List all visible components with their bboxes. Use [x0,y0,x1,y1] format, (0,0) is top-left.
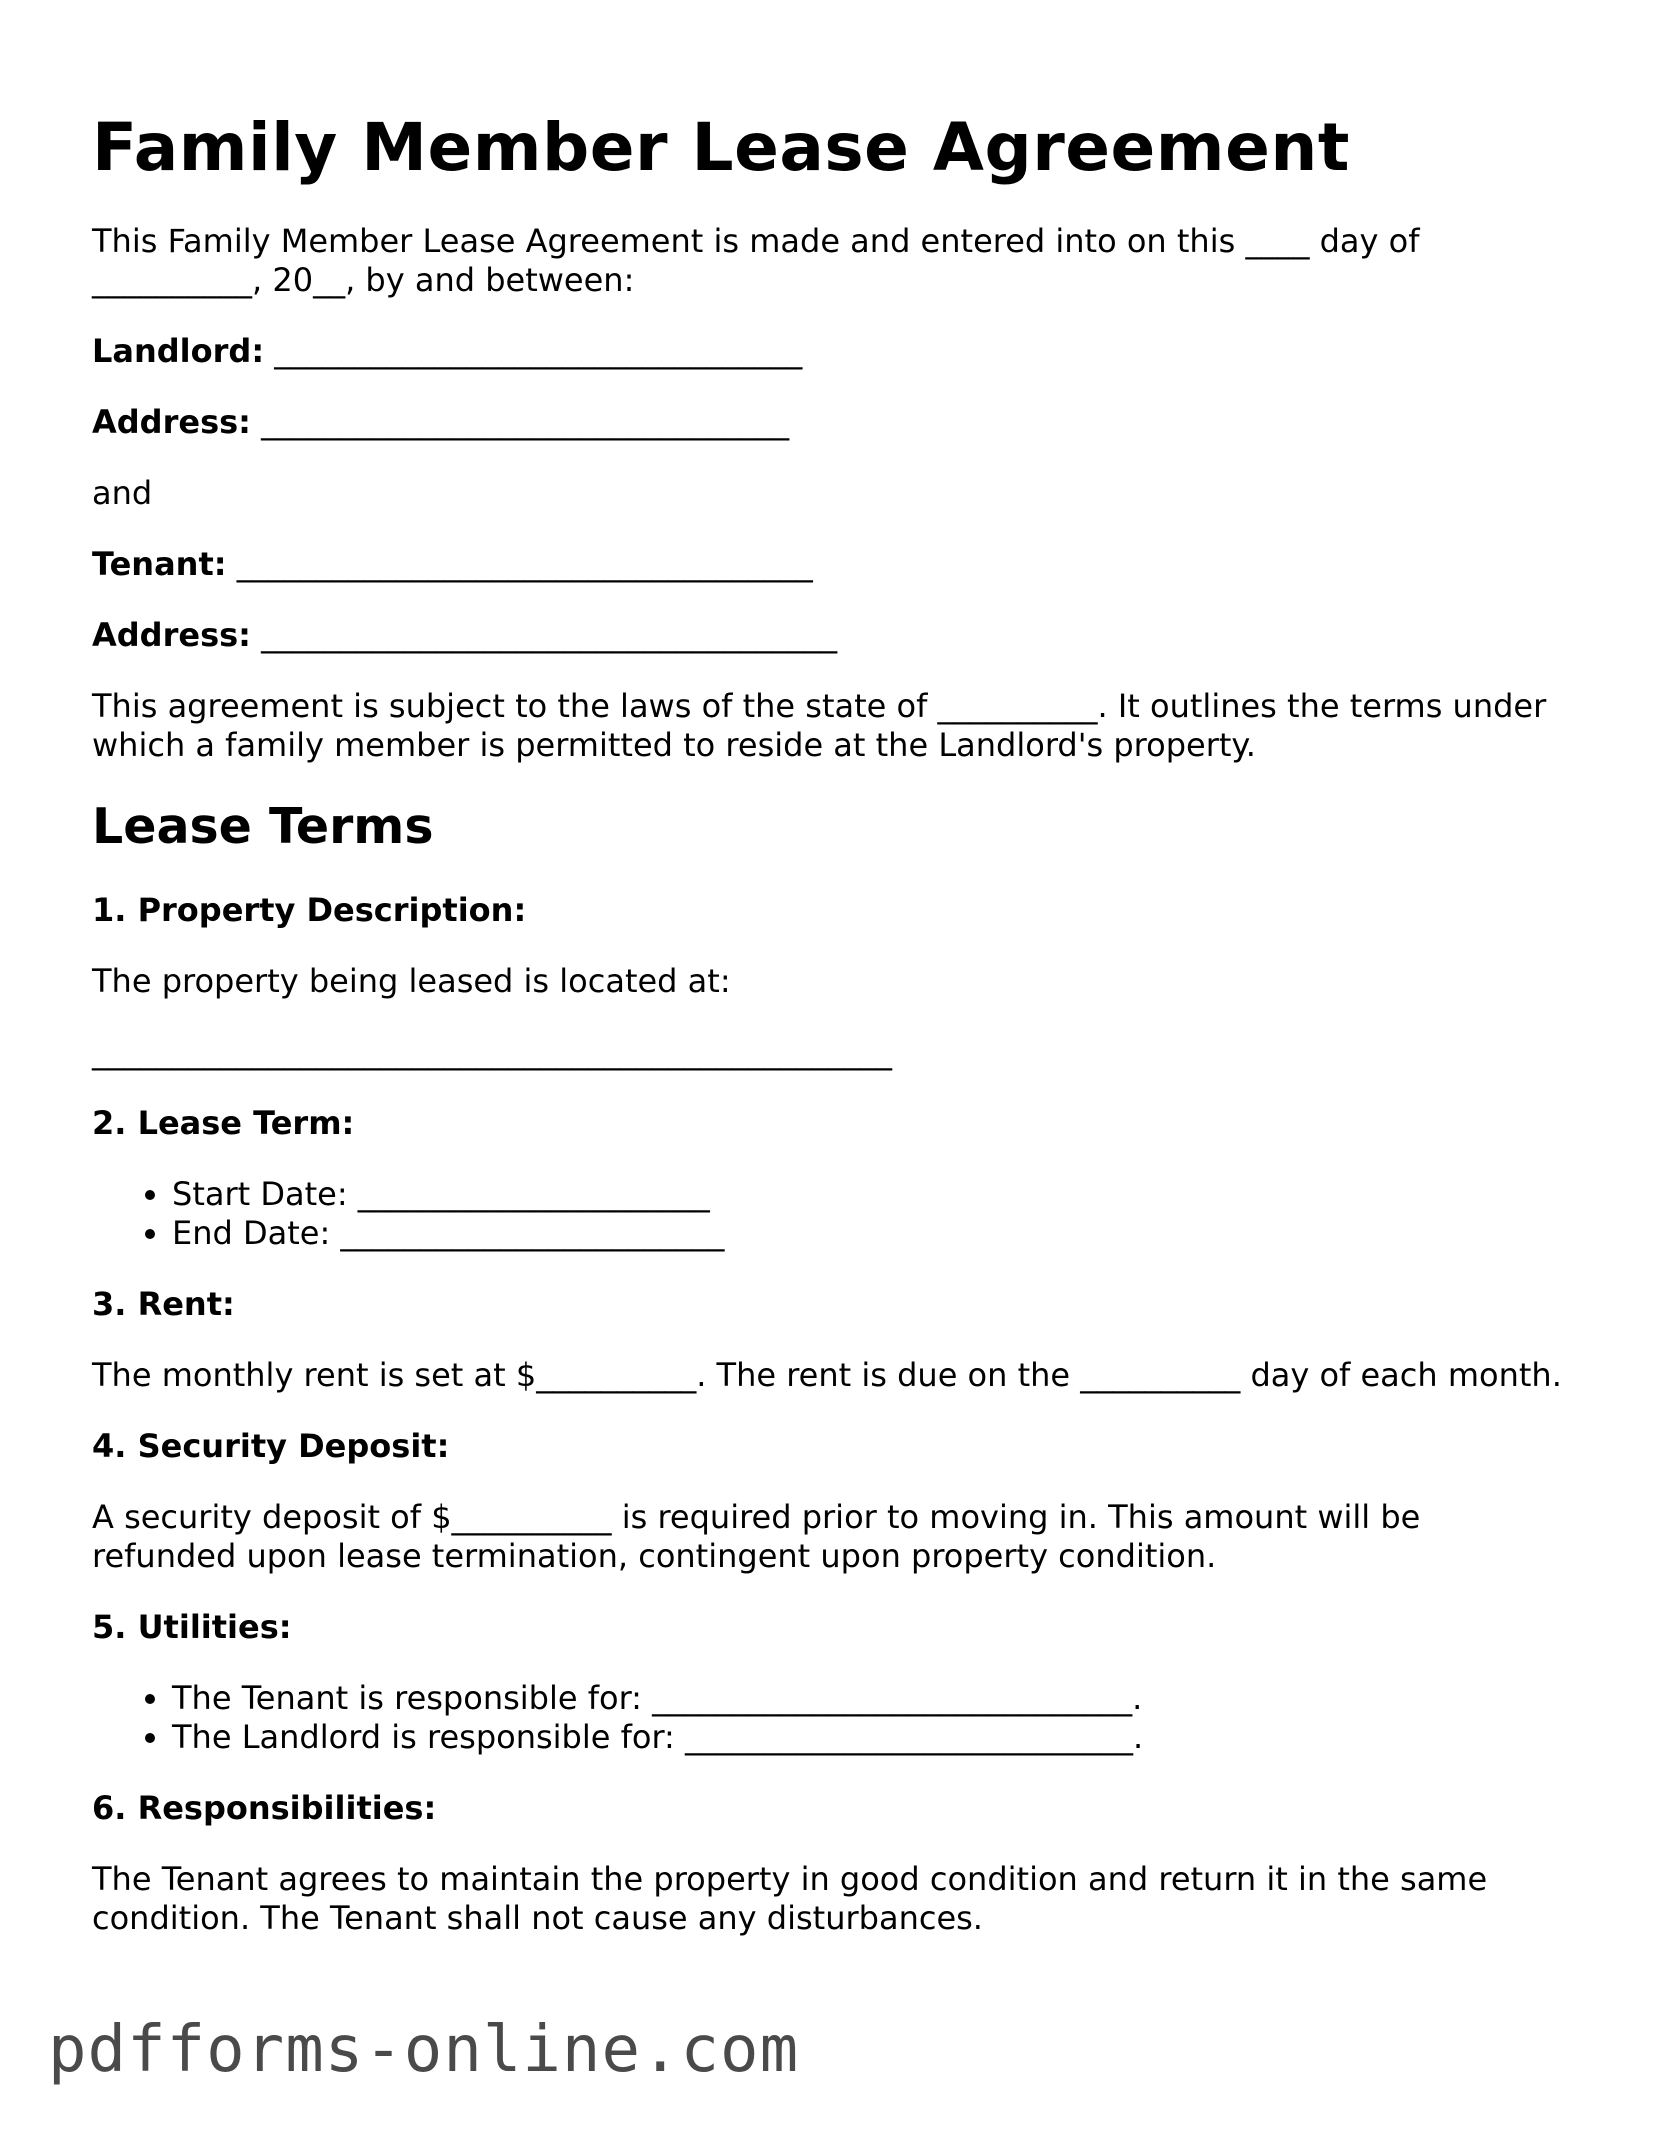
intro-paragraph: This Family Member Lease Agreement is made and entered into on this ____ day of __________, 20__, by and between: [92,222,1420,299]
start-date-item[interactable]: • Start Date: ______________________ [172,1175,1572,1214]
lease-term-list [92,1175,1572,1253]
landlord-address-blank[interactable]: _________________________________ [261,403,790,441]
end-date-item[interactable]: • End Date: ________________________ [172,1214,1572,1253]
landlord-address-label: Address: [92,403,251,441]
landlord-line [92,332,1572,371]
tenant-label: Tenant: [92,545,227,583]
property-address-blank[interactable]: __________________________________________________ [92,1033,892,1071]
landlord-utilities-item[interactable]: • The Landlord is responsible for: ____________________________. [172,1718,1572,1757]
utilities-heading: 5. Utilities: [92,1608,292,1646]
landlord-blank[interactable]: _________________________________ [274,332,803,370]
utilities-list [92,1679,1572,1757]
responsibilities-heading: 6. Responsibilities: [92,1789,437,1827]
and-text: and [92,474,153,512]
tenant-line [92,545,1572,584]
rent-heading: 3. Rent: [92,1285,235,1323]
landlord-label: Landlord: [92,332,265,370]
responsibilities-text: The Tenant agrees to maintain the property in good condition and return it in the same condition. The Tenant shall not cause any disturbances. [92,1860,1488,1937]
security-deposit-text: A security deposit of $__________ is required prior to moving in. This amount will be refunded upon lease termination, contingent upon property condition. [92,1498,1421,1575]
governing-law-paragraph: This agreement is subject to the laws of the state of __________. It outlines the terms under which a family member is permitted to reside at the Landlord's property. [92,687,1547,764]
site-watermark: pdfforms-online.com [48,2013,800,2087]
landlord-address-line [92,403,1572,442]
tenant-blank[interactable]: ____________________________________ [236,545,813,583]
property-description-heading: 1. Property Description: [92,891,527,929]
property-description-text: The property being leased is located at: [92,962,731,1000]
document-page [92,108,1572,1970]
rent-text: The monthly rent is set at $__________. The rent is due on the __________ day of each month. [92,1356,1562,1394]
tenant-utilities-item[interactable]: • The Tenant is responsible for: ______________________________. [172,1679,1572,1718]
lease-term-heading: 2. Lease Term: [92,1104,355,1142]
tenant-address-blank[interactable]: ____________________________________ [261,616,838,654]
tenant-address-label: Address: [92,616,251,654]
security-deposit-heading: 4. Security Deposit: [92,1427,450,1465]
lease-terms-heading: Lease Terms [92,798,434,855]
document-title: Family Member Lease Agreement [92,109,1350,186]
tenant-address-line [92,616,1572,655]
